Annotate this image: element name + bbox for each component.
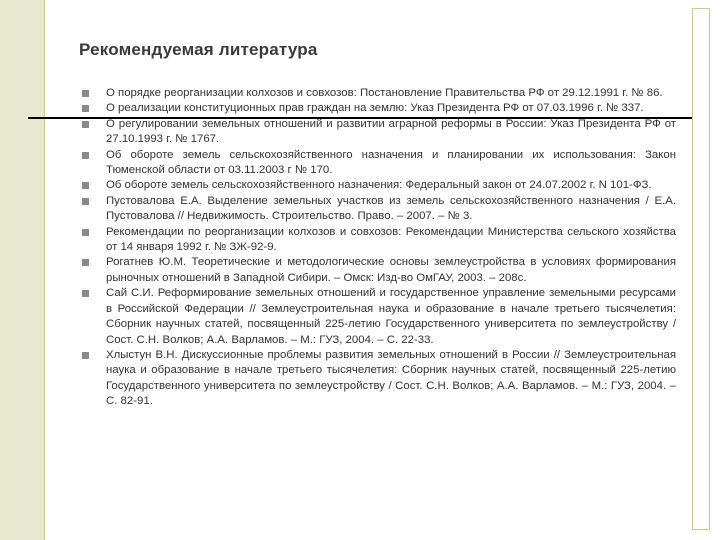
reference-item-2 — [82, 101, 676, 116]
square-bullet-icon — [82, 152, 89, 159]
square-bullet-icon — [82, 105, 89, 112]
decorative-right-frame — [692, 8, 710, 530]
square-bullet-icon — [82, 121, 89, 128]
reference-text: Хлыстун В.Н. Дискуссионные проблемы развития земельных отношений в России // Землеустроительная наука и образование в начале третьего тысячелетия: Сборник научных статей, посвященный 225-летию Государственного университета по землеустройству / Сост. С.Н. Волков; А.А. Варламов. – М.: ГУЗ, 2004. – С. 82-91. — [106, 348, 676, 408]
vertical-rule — [44, 0, 45, 540]
square-bullet-icon — [82, 90, 89, 97]
square-bullet-icon — [82, 229, 89, 236]
reference-text: Рогатнев Ю.М. Теоретические и методологические основы землеустройства в условиях формирования рыночных отношений в Западной Сибири. – Омск: Изд-во ОмГАУ, 2003. – 208с. — [106, 256, 676, 284]
reference-text: Об обороте земель сельскохозяйственного назначения и планировании их использования: Закон Тюменской области от 03.11.2003 г № 170. — [106, 148, 676, 177]
reference-item-6 — [82, 194, 676, 225]
reference-text: Об обороте земель сельскохозяйственного назначения: Федеральный закон от 24.07.2002 г. N 101-ФЗ. — [106, 179, 652, 192]
reference-text: Пустовалова Е.А. Выделение земельных участков из земель сельскохозяйственного назначения / Е.А. Пустовалова // Недвижимость. Строительство. Право. – 2007. – № 3. — [106, 194, 676, 223]
square-bullet-icon — [82, 352, 89, 359]
reference-item-10 — [82, 348, 676, 410]
reference-item-8 — [82, 255, 676, 286]
reference-item-1 — [82, 86, 676, 101]
reference-item-3 — [82, 117, 676, 148]
reference-item-7 — [82, 225, 676, 256]
square-bullet-icon — [82, 259, 89, 266]
square-bullet-icon — [82, 182, 89, 189]
reference-text: О реализации конституционных прав граждан на землю: Указ Президента РФ от 07.03.1996 г. № 337. — [106, 102, 644, 115]
page-title: Рекомендуемая литература — [79, 40, 318, 59]
reference-item-5 — [82, 178, 676, 193]
reference-list — [82, 86, 676, 410]
square-bullet-icon — [82, 198, 89, 205]
square-bullet-icon — [82, 290, 89, 297]
reference-text: Рекомендации по реорганизации колхозов и совхозов: Рекомендации Министерства сельского хозяйства от 14 января 1992 г. № ЗЖ-92-9. — [106, 225, 676, 254]
reference-item-4 — [82, 148, 676, 179]
reference-text: О регулировании земельных отношений и развитии аграрной реформы в России: Указ Президента РФ от 27.10.1993 г. № 1767. — [106, 117, 676, 146]
reference-item-9 — [82, 286, 676, 348]
reference-text: О порядке реорганизации колхозов и совхозов: Постановление Правительства РФ от 29.12.1991 г. № 86. — [106, 87, 663, 99]
reference-text: Сай С.И. Реформирование земельных отношений и государственное управление земельными ресурсами в Российской Федерации // Землеустроительная наука и образование в начале третьего тысячелетия: Сборник научных статей, посвященный 225-летию Государственного университета по землеустройству / Сост. С.Н. Волков; А.А. Варламов. – М.: ГУЗ, 2004. – С. 22-33. — [106, 287, 676, 346]
decorative-left-band — [0, 0, 44, 540]
